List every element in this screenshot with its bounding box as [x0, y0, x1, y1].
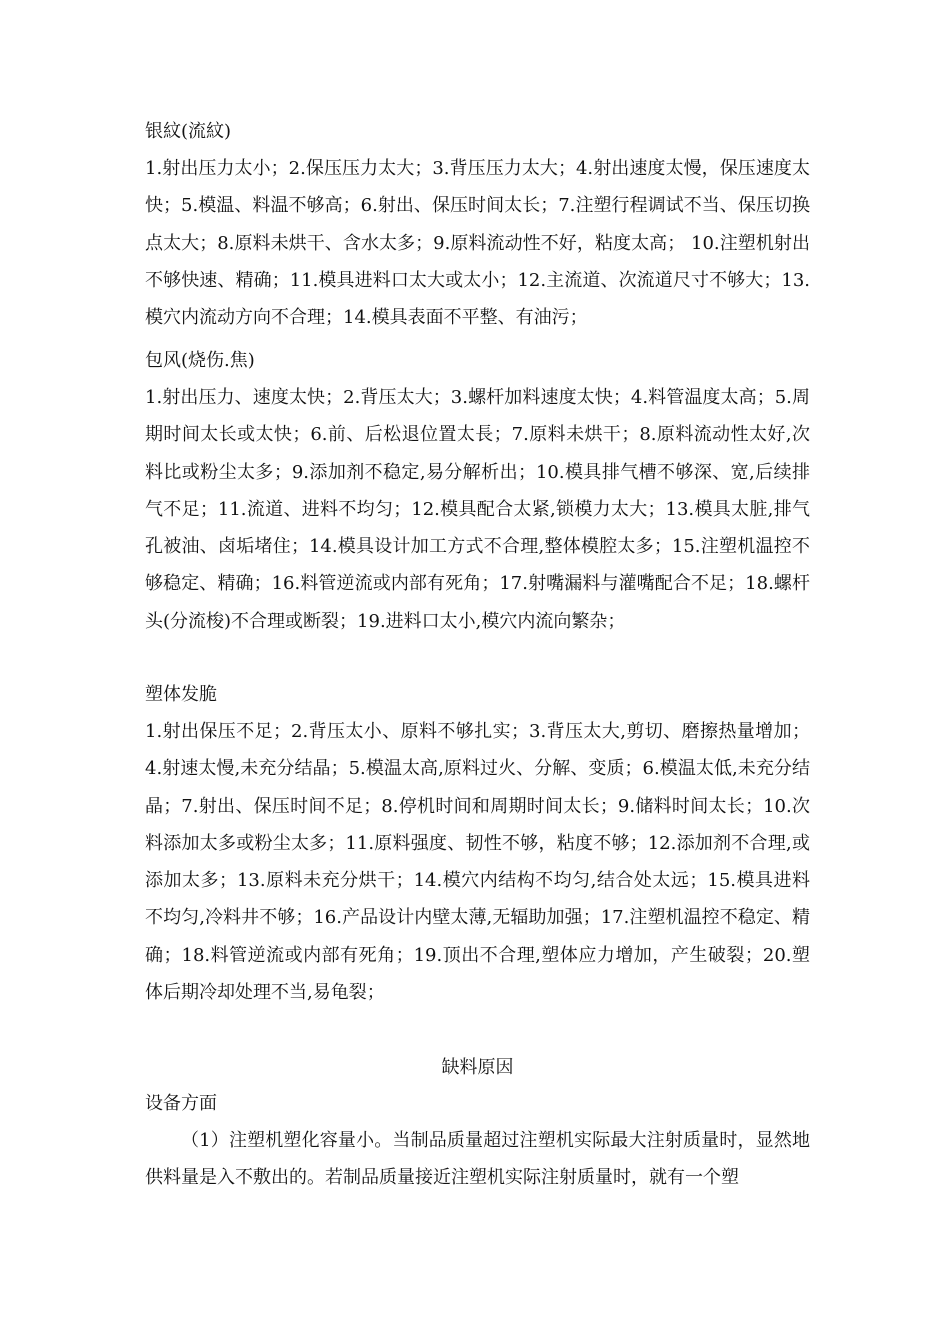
section-body: 1.射出压力、速度太快；2.背压太大；3.螺杆加料速度太快；4.料管温度太高；5.周期时间太长或太快；6.前、后松退位置太長；7.原料未烘干；8.原料流动性太好,次料比或粉尘太多；9.添加剂不稳定,易分解析出；10.模具排气槽不够深、宽,后续排气不足；11.流道、进料不均匀；12.模具配合太紧,锁模力太大；13.模具太脏,排气孔被油、卤垢堵住；14.模具设计加工方式不合理,整体模腔太多；15.注塑机温控不够稳定、精确；16.料管逆流或内部有死角；17.射嘴漏料与灌嘴配合不足；18.螺杆头(分流梭)不合理或断裂；19.进料口太小,模穴内流向繁杂； — [145, 387, 810, 632]
section-heading: 包风(烧伤.焦) — [145, 350, 255, 371]
section-paragraph: （1）注塑机塑化容量小。当制品质量超过注塑机实际最大注射质量时，显然地供料量是入不敷出的。若制品质量接近注塑机实际注射质量时，就有一个塑 — [145, 1130, 810, 1189]
section-silver-streaks — [145, 114, 810, 336]
subsection-heading: 设备方面 — [145, 1093, 217, 1114]
section-body: 1.射出保压不足；2.背压太小、原料不够扎实；3.背压太大,剪切、磨擦热量增加；4.射速太慢,未充分结晶；5.模温太高,原料过火、分解、变质；6.模温太低,未充分结晶；7.射出、保压时间不足；8.停机时间和周期时间太长；9.储料时间太长；10.次料添加太多或粉尘太多；11.原料强度、韧性不够，粘度不够；12.添加剂不合理,或添加太多；13.原料未充分烘干；14.模穴内结构不均匀,结合处太远；15.模具进料不均匀,冷料井不够；16.产品设计内壁太薄,无辐助加强；17.注塑机温控不稳定、精确；18.料管逆流或内部有死角；19.顶出不合理,塑体应力增加，产生破裂；20.塑体后期冷却处理不当,易龟裂； — [145, 721, 810, 1004]
section-heading: 银紋(流紋) — [145, 121, 232, 142]
section-short-shot — [145, 1050, 810, 1197]
section-burn-marks — [145, 343, 810, 640]
section-title: 缺料原因 — [441, 1057, 514, 1078]
section-brittleness — [145, 677, 810, 1011]
section-heading: 塑体发脆 — [145, 684, 217, 705]
section-body: 1.射出压力太小；2.保压压力太大；3.背压压力太大；4.射出速度太慢，保压速度太快；5.模温、料温不够高；6.射出、保压时间太长；7.注塑行程调试不当、保压切换点太大；8.原料未烘干、含水太多；9.原料流动性不好，粘度太高； 10.注塑机射出不够快速、精确；11.模具进料口太大或太小；12.主流道、次流道尺寸不够大；13.模穴内流动方向不合理；14.模具表面不平整、有油污； — [145, 158, 810, 329]
